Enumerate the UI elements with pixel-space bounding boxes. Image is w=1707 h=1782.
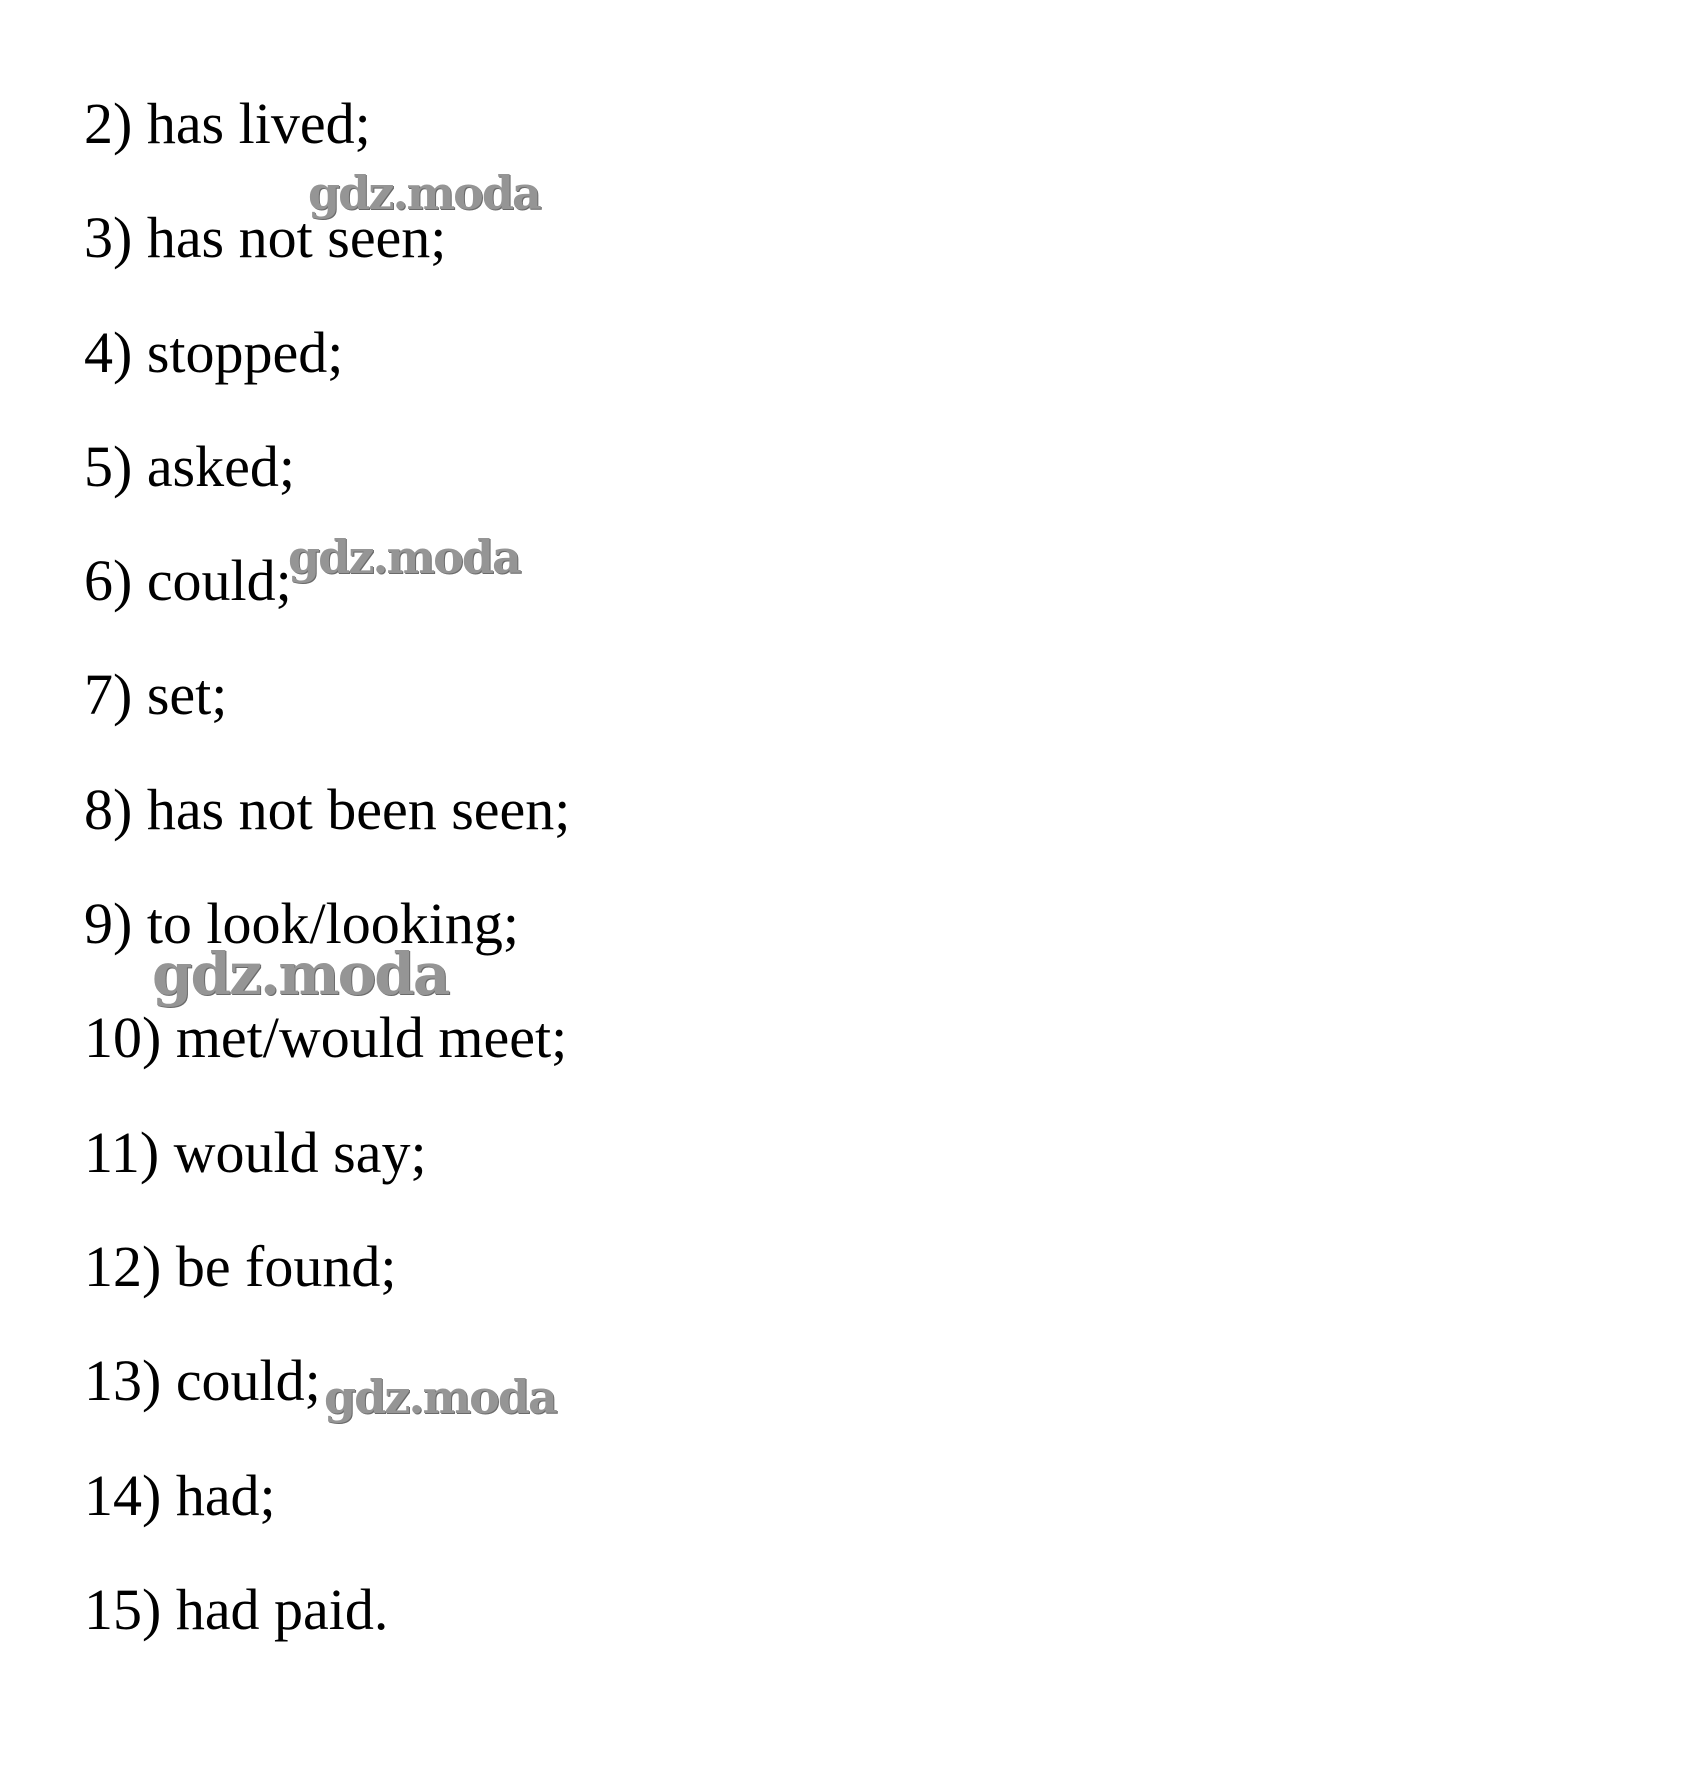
answer-13: 13) could;: [84, 1348, 321, 1414]
watermark: gdz.moda: [288, 530, 520, 584]
answer-9: 9) to look/looking;: [84, 891, 519, 957]
answer-12: 12) be found;: [84, 1233, 397, 1299]
answer-6: 6) could;: [84, 548, 292, 614]
answer-10: 10) met/would meet;: [84, 1005, 568, 1071]
answer-2: 2) has lived;: [84, 91, 371, 156]
watermark: gdz.moda: [324, 1370, 556, 1424]
answer-4: 4) stopped;: [84, 319, 344, 385]
answer-15: 15) had paid.: [84, 1576, 389, 1642]
answer-3: 3) has not seen;: [84, 205, 447, 271]
watermark: gdz.moda: [308, 166, 540, 220]
answer-11: 11) would say;: [84, 1119, 427, 1185]
answer-5: 5) asked;: [84, 433, 295, 499]
answer-7: 7) set;: [84, 662, 228, 728]
answer-14: 14) had;: [84, 1462, 276, 1528]
answer-list: [84, 88, 570, 1688]
watermark: gdz.moda: [152, 940, 449, 1008]
answer-8: 8) has not been seen;: [84, 776, 571, 842]
